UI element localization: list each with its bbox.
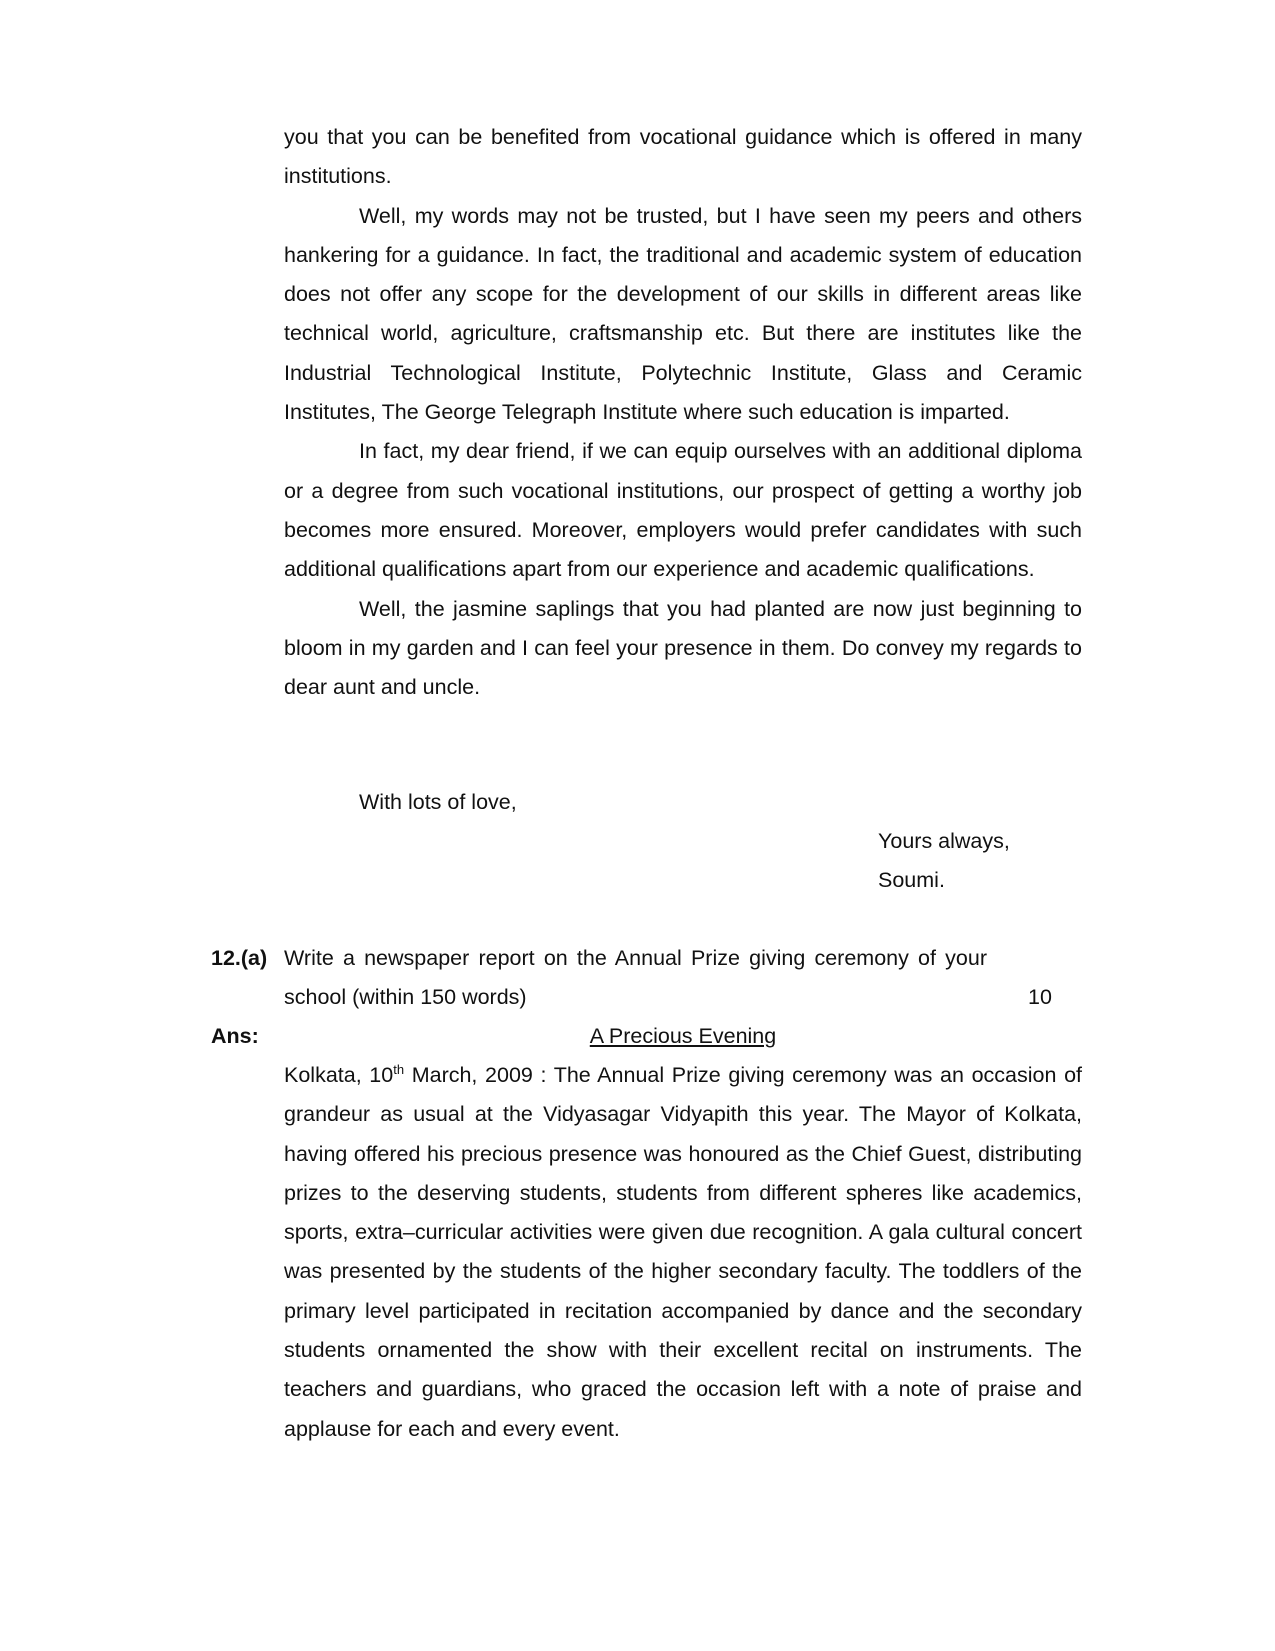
letter-sign-off: Yours always, bbox=[878, 829, 1010, 853]
letter-paragraph-3: In fact, my dear friend, if we can equip ourselves with an additional diploma or a degree from such vocational institutions, our prospect of getting a worthy job becomes more ensured. Moreover, employers would prefer candidates with such additional qualifications apart from our experience and academic qualifications. bbox=[284, 439, 1082, 582]
letter-closing: With lots of love, bbox=[359, 790, 517, 814]
letter-signature: Soumi. bbox=[878, 868, 945, 892]
report-dateline-place: Kolkata, 10 bbox=[284, 1063, 394, 1087]
report-text: March, 2009 : The Annual Prize giving ceremony was an occasion of grandeur as usual at the Vidyasagar Vidyapith this year. The Mayor of Kolkata, having offered his precious presence was honoured as the Chief Guest, distributing prizes to the deserving students, students from different spheres like academics, sports, extra–curricular activities were given due recognition. A gala cultural concert was presented by the students of the higher secondary faculty. The toddlers of the primary level participated in recitation accompanied by dance and the secondary students ornamented the show with their excellent recital on instruments. The teachers and guardians, who graced the occasion left with a note of praise and applause for each and every event. bbox=[284, 1063, 1082, 1441]
letter-paragraph-1: you that you can be benefited from vocational guidance which is offered in many institutions. bbox=[284, 125, 1082, 189]
report-title: A Precious Evening bbox=[589, 1024, 777, 1048]
report-body bbox=[284, 1056, 1082, 1449]
letter-paragraph-2: Well, my words may not be trusted, but I have seen my peers and others hankering for a guidance. In fact, the traditional and academic system of education does not offer any scope for the development of our skills in different areas like technical world, agriculture, craftsmanship etc. But there are institutes like the Industrial Technological Institute, Polytechnic Institute, Glass and Ceramic Institutes, The George Telegraph Institute where such education is imparted. bbox=[284, 203, 1082, 425]
question-marks: 10 bbox=[1028, 985, 1052, 1009]
question-number: 12.(a) bbox=[211, 946, 268, 970]
report-dateline-ordinal: th bbox=[393, 1061, 405, 1077]
letter-body bbox=[284, 118, 1082, 707]
answer-label: Ans: bbox=[211, 1024, 259, 1048]
question-text-block bbox=[284, 939, 1082, 1018]
letter-paragraph-4: Well, the jasmine saplings that you had planted are now just beginning to bloom in my garden and I can feel your presence in them. Do convey my regards to dear aunt and uncle. bbox=[284, 596, 1082, 700]
report-paragraph bbox=[284, 1056, 1082, 1449]
question-text: Write a newspaper report on the Annual Prize giving ceremony of your school (within 150 words) bbox=[284, 946, 987, 1010]
